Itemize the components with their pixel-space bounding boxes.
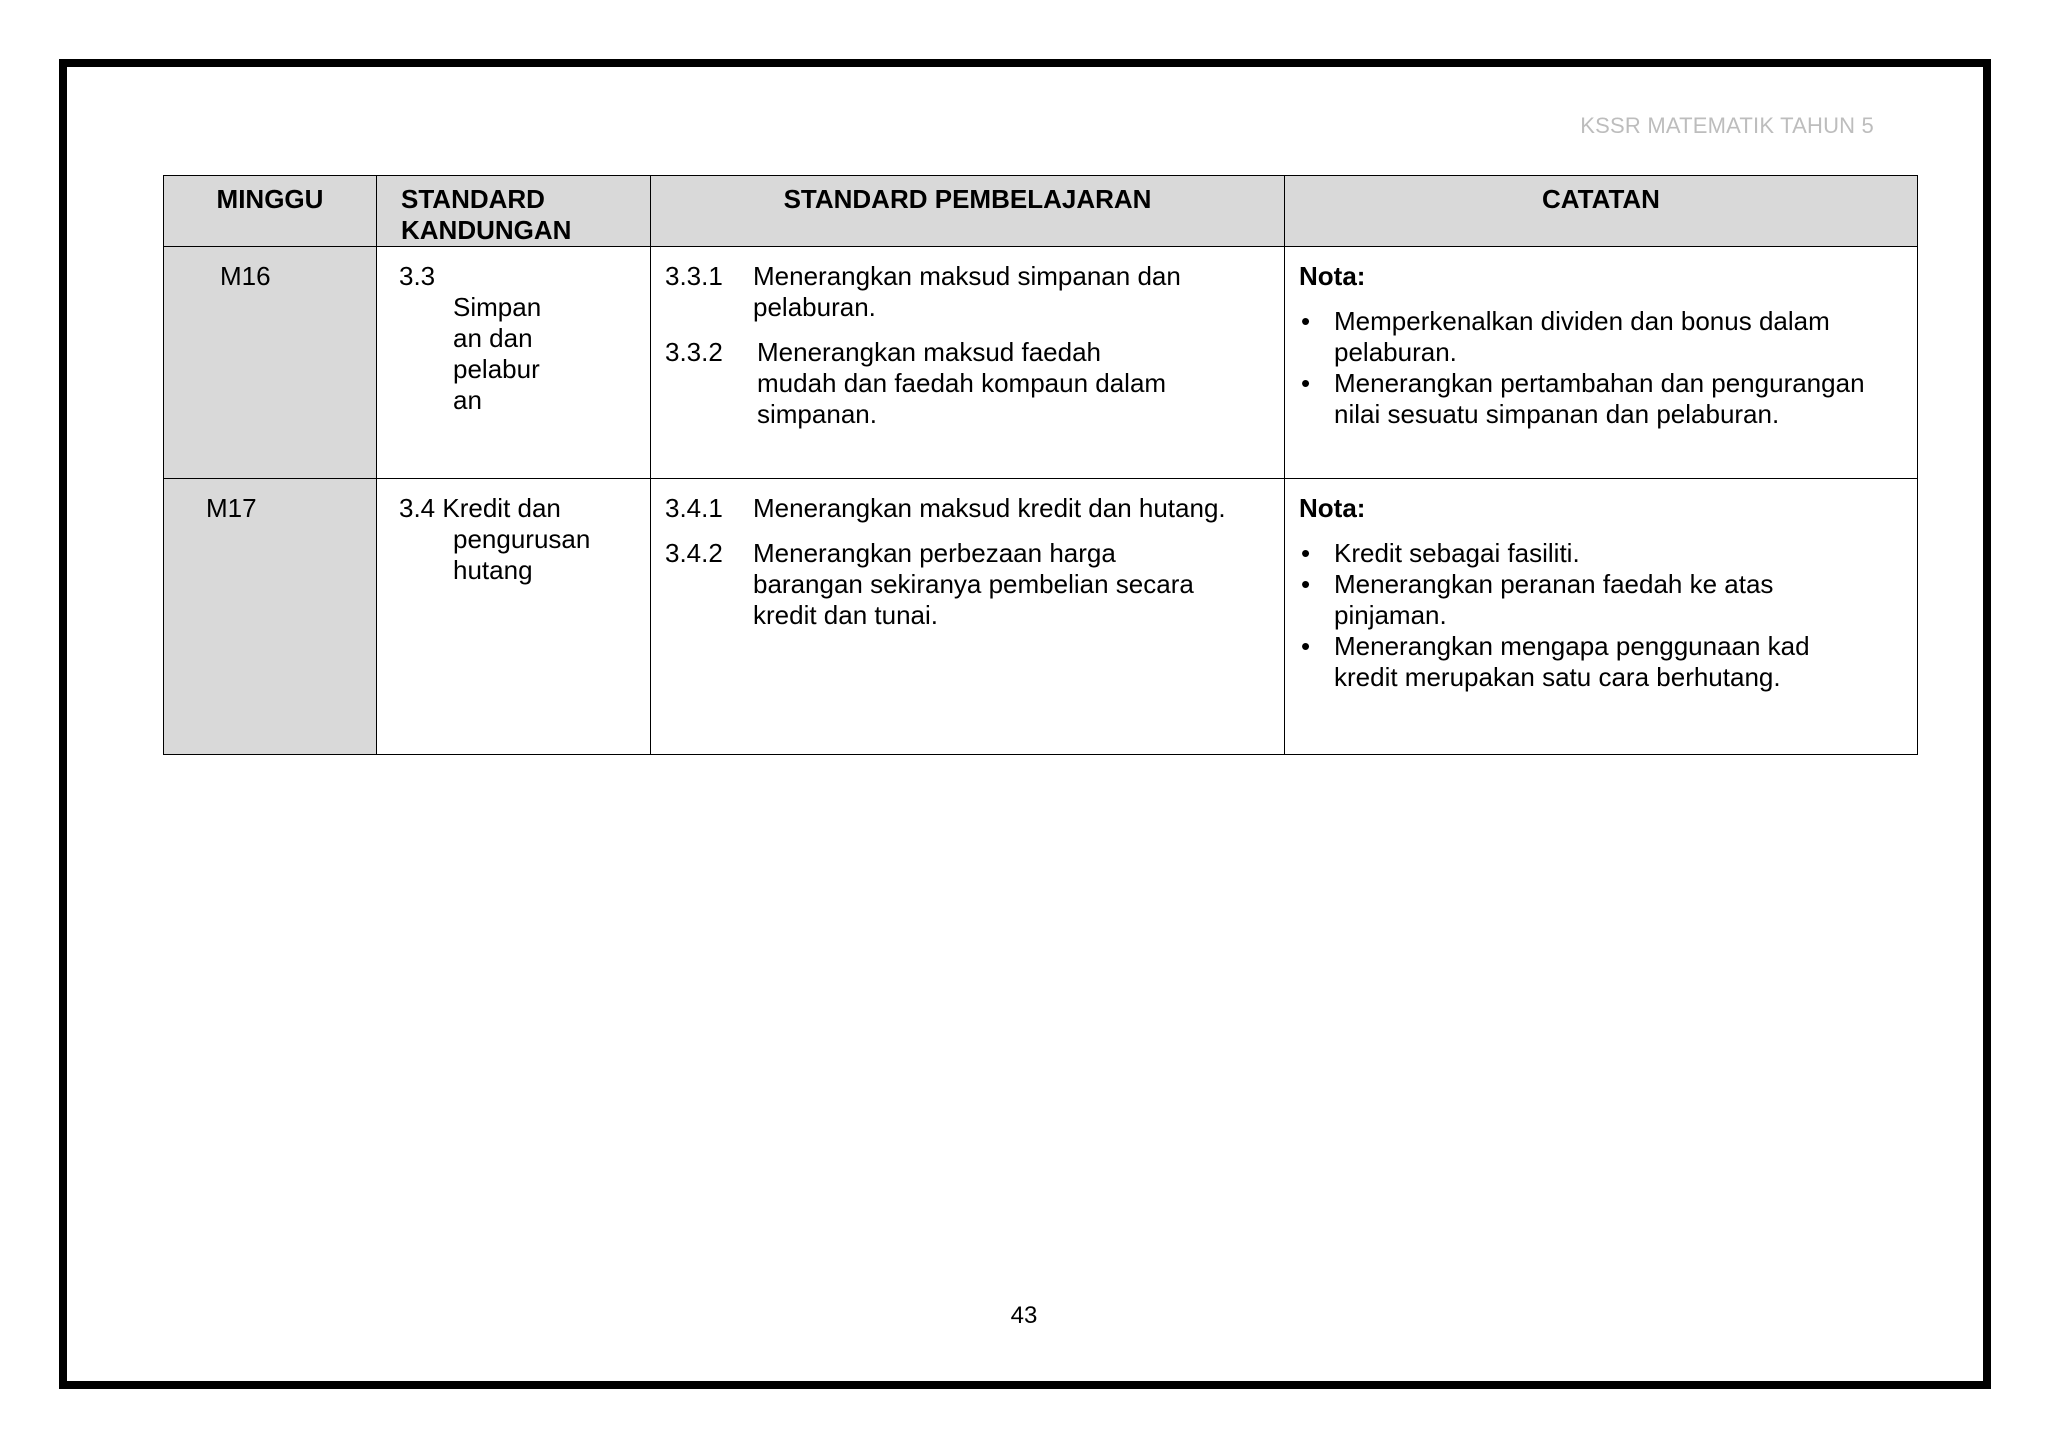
learning-standard-text: Menerangkan maksud kredit dan hutang. xyxy=(753,493,1226,523)
learning-standard-text: Menerangkan maksud simpanan dan pelaburan. xyxy=(753,261,1181,322)
content-standard-cell xyxy=(377,479,651,755)
learning-standard-item xyxy=(665,337,1274,430)
content-standard-line: 3.3 xyxy=(399,261,436,291)
learning-standard-code: 3.3.2 xyxy=(665,337,723,367)
list-item: • Kredit sebagai fasiliti. xyxy=(1299,538,1905,569)
learning-standard-text: Menerangkan perbezaan harga barangan sekiranya pembelian secara kredit dan tunai. xyxy=(753,538,1194,630)
learning-standard-item xyxy=(665,538,1274,631)
page-number: 43 xyxy=(1010,1302,1038,1329)
table-row xyxy=(164,479,1918,755)
learning-standard-code: 3.4.1 xyxy=(665,493,723,523)
content-standard-cell xyxy=(377,247,651,479)
column-header-minggu: MINGGU xyxy=(164,176,377,247)
table-row xyxy=(164,247,1918,479)
content-standard-line: hutang xyxy=(453,555,533,585)
notes-list xyxy=(1299,538,1905,693)
learning-standard-item xyxy=(665,493,1274,524)
content-standard-line: Simpan xyxy=(453,292,542,322)
document-header: KSSR MATEMATIK TAHUN 5 xyxy=(1580,113,1874,138)
week-label: M16 xyxy=(220,261,271,291)
column-header-catatan: CATATAN xyxy=(1285,176,1918,247)
notes-list xyxy=(1299,306,1905,430)
list-item: • Memperkenalkan dividen dan bonus dalam pelaburan. xyxy=(1299,306,1874,368)
content-standard-line: an dan xyxy=(453,323,533,353)
content-standard-line: 3.4 Kredit dan xyxy=(399,493,561,523)
week-cell xyxy=(164,247,377,479)
list-item: • Menerangkan mengapa penggunaan kad kredit merupakan satu cara berhutang. xyxy=(1299,631,1854,693)
week-label: M17 xyxy=(206,493,257,523)
learning-standard-text: Menerangkan maksud faedah mudah dan faedah kompaun dalam simpanan. xyxy=(757,337,1167,429)
learning-standard-code: 3.3.1 xyxy=(665,261,723,291)
column-header-standard-kandungan-label: STANDARD KANDUNGAN xyxy=(401,184,572,245)
notes-label: Nota: xyxy=(1299,261,1366,291)
column-header-standard-kandungan xyxy=(377,176,651,247)
column-header-standard-pembelajaran: STANDARD PEMBELAJARAN xyxy=(651,176,1285,247)
lesson-plan-table xyxy=(163,175,1918,755)
table-header-row xyxy=(164,176,1918,247)
list-item: • Menerangkan pertambahan dan pengurangan nilai sesuatu simpanan dan pelaburan. xyxy=(1299,368,1905,430)
notes-label: Nota: xyxy=(1299,493,1366,523)
learning-standard-cell xyxy=(651,479,1285,755)
list-item: • Menerangkan peranan faedah ke atas pinjaman. xyxy=(1299,569,1834,631)
content-standard-line: pengurusan xyxy=(453,524,591,554)
content-standard-line: pelabur xyxy=(453,354,540,384)
notes-cell xyxy=(1285,479,1918,755)
notes-cell xyxy=(1285,247,1918,479)
learning-standard-item xyxy=(665,261,1274,323)
week-cell xyxy=(164,479,377,755)
learning-standard-cell xyxy=(651,247,1285,479)
learning-standard-code: 3.4.2 xyxy=(665,538,723,568)
content-standard-line: an xyxy=(453,385,482,415)
